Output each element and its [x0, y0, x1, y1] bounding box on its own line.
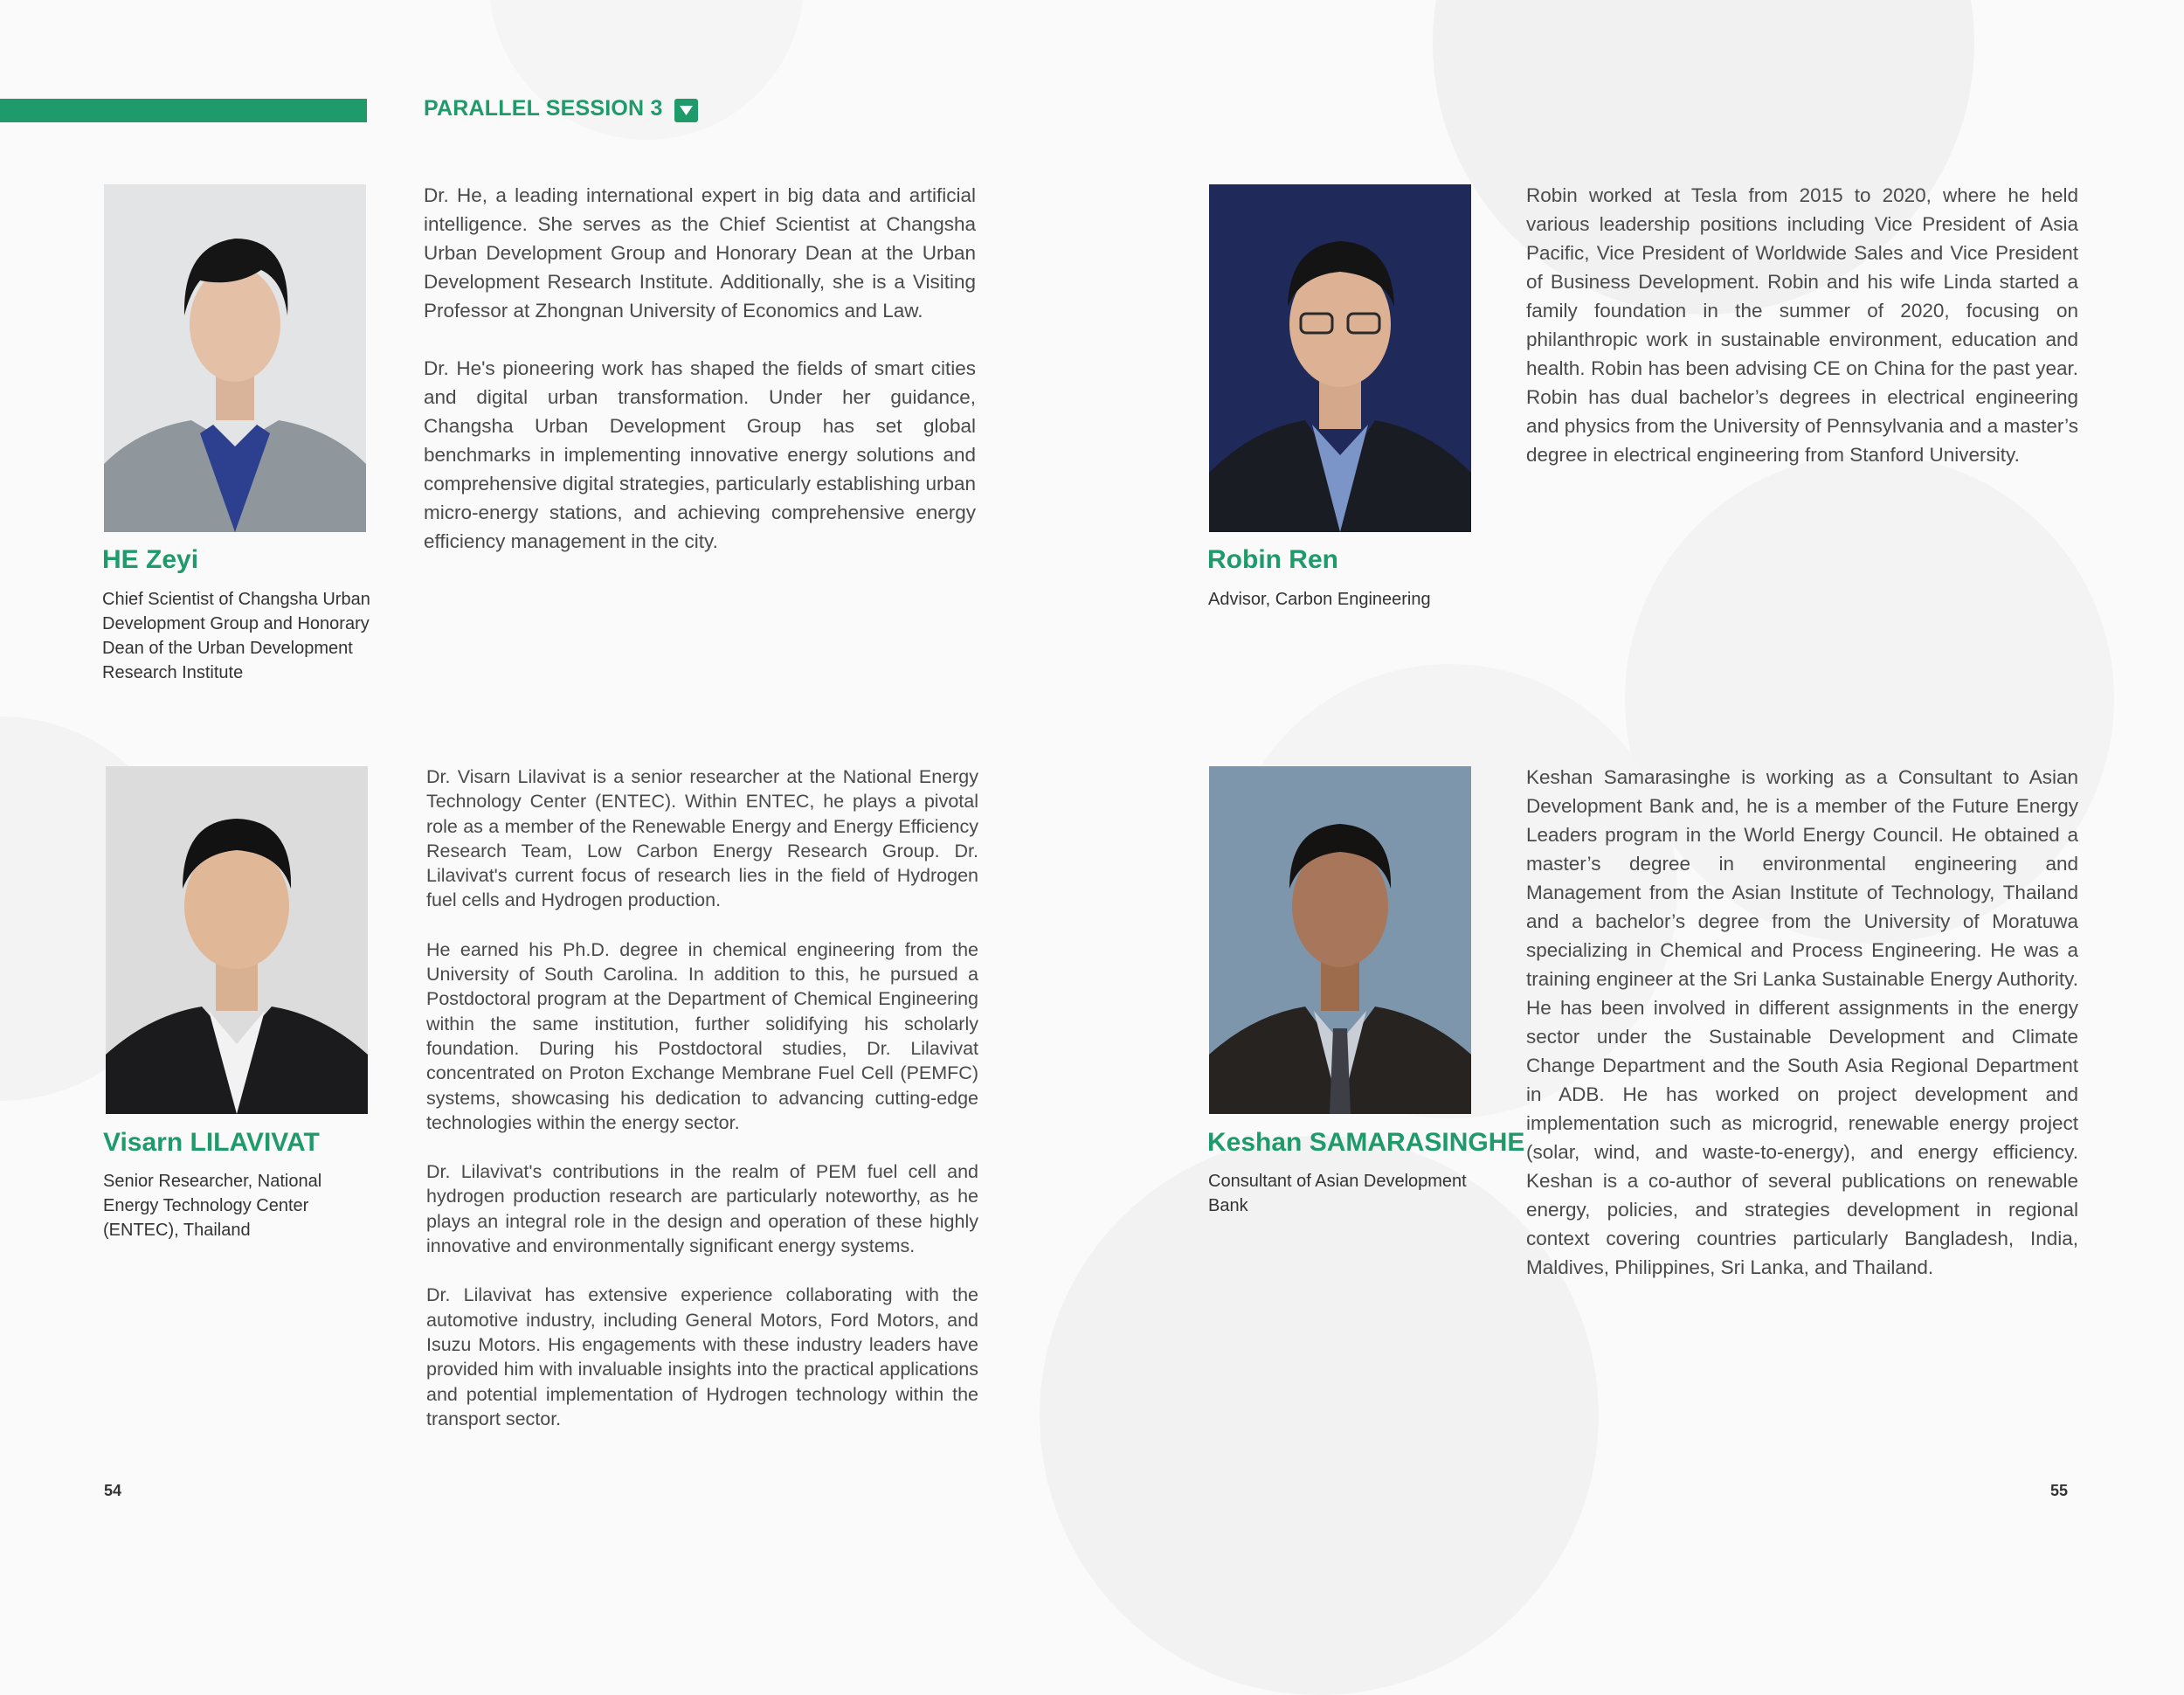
- speaker-name: Visarn LILAVIVAT: [103, 1128, 320, 1157]
- bio-paragraph: Dr. Lilavivat's contributions in the realm of PEM fuel cell and hydrogen production research are particularly noteworthy, as he plays an integral role in the design and operation of these highly innovative and environmentally significant energy systems.: [426, 1161, 978, 1257]
- speaker-bio: [1526, 181, 2078, 469]
- speaker-photo-robin-ren: [1209, 184, 1471, 532]
- speaker-role: Consultant of Asian Development Bank: [1208, 1172, 1467, 1215]
- header-accent-bar: [0, 99, 367, 122]
- bio-paragraph: Dr. Visarn Lilavivat is a senior researcher at the National Energy Technology Center (ENTEC). Within ENTEC, he plays a pivotal role as a member of the Renewable Energy and Energy Efficiency Research Team, Low Carbon Energy Research Group. Dr. Lilavivat's current focus of research lies in the field of Hydrogen fuel cells and Hydrogen production.: [426, 766, 978, 911]
- speaker-bio: [1526, 763, 2078, 1282]
- background-circle: [1040, 1136, 1599, 1695]
- bio-paragraph: Dr. He's pioneering work has shaped the fields of smart cities and digital urban transformation. Under her guidance, Changsha Urban Development Group has set global benchmarks in implementing innovative energy solutions and comprehensive digital strategies, particularly establishing urban micro-energy stations, and achieving comprehensive energy efficiency management in the city.: [424, 357, 976, 552]
- bio-paragraph: Robin worked at Tesla from 2015 to 2020, where he held various leadership positions including Vice President of Asia Pacific, Vice President of Worldwide Sales and Vice President of Business Development. Robin and his wife Linda started a family foundation in the summer of 2020, focusing on philanthropic work in sustainable environment, education and health. Robin has been advising CE on China for the past year. Robin has dual bachelor’s degrees in electrical engineering and physics from the University of Pennsylvania and a master’s degree in electrical engineering from Stanford University.: [1526, 184, 2078, 466]
- speaker-name: Keshan SAMARASINGHE: [1207, 1128, 1525, 1157]
- triangle-down-icon: [674, 99, 698, 122]
- speaker-name: Robin Ren: [1207, 545, 1338, 574]
- session-title: PARALLEL SESSION 3: [424, 96, 663, 121]
- speaker-photo-he-zeyi: [104, 184, 366, 532]
- bio-paragraph: He earned his Ph.D. degree in chemical engineering from the University of South Carolina. In addition to this, he pursued a Postdoctoral program at the Department of Chemical Engineering within the same institution, further solidifying his scholarly foundation. During his Postdoctoral studies, Dr. Lilavivat concentrated on Proton Exchange Membrane Fuel Cell (PEMFC) systems, showcasing his dedication to advancing cutting-edge technologies within the energy sector.: [426, 938, 978, 1133]
- speaker-bio: [424, 181, 976, 556]
- speaker-role: Advisor, Carbon Engineering: [1208, 590, 1431, 609]
- speaker-role: Chief Scientist of Changsha Urban Development Group and Honorary Dean of the Urban Development Research Institute: [102, 590, 370, 682]
- bio-paragraph: Dr. Lilavivat has extensive experience collaborating with the automotive industry, including General Motors, Ford Motors, and Isuzu Motors. His engagements with these industry leaders have provided him with invaluable insights into the practical applications and potential implementation of Hydrogen technology within the transport sector.: [426, 1284, 978, 1429]
- page-number-left: 54: [104, 1482, 122, 1499]
- bio-paragraph: Keshan Samarasinghe is working as a Consultant to Asian Development Bank and, he is a member of the Future Energy Leaders program in the World Energy Council. He obtained a master’s degree in environmental engineering and Management from the Asian Institute of Technology, Thailand and a bachelor’s degree from the University of Moratuwa specializing in Chemical and Process Engineering. He was a training engineer at the Sri Lanka Sustainable Energy Authority. He has been involved in different assignments in the energy sector under the Sustainable Development and Climate Change Department and the South Asia Regional Department in ADB. He has worked on project development and implementation such as microgrid, renewable energy project (solar, wind, and waste-to-energy), and energy efficiency. Keshan is a co-author of several publications on renewable energy, policies, and strategies development in regional context covering countries particularly Bangladesh, India, Maldives, Philippines, Sri Lanka, and Thailand.: [1526, 766, 2078, 1278]
- speaker-name: HE Zeyi: [102, 545, 199, 574]
- speaker-photo-visarn-lilavivat: [106, 766, 368, 1114]
- speaker-bio: [426, 764, 978, 1431]
- speaker-photo-keshan-samarasinghe: [1209, 766, 1471, 1114]
- bio-paragraph: Dr. He, a leading international expert in big data and artificial intelligence. She serves as the Chief Scientist at Changsha Urban Development Group and Honorary Dean at the Urban Development Research Institute. Additionally, she is a Visiting Professor at Zhongnan University of Economics and Law.: [424, 184, 976, 322]
- speaker-role: Senior Researcher, National Energy Technology Center (ENTEC), Thailand: [103, 1172, 322, 1240]
- page-number-right: 55: [2050, 1482, 2069, 1499]
